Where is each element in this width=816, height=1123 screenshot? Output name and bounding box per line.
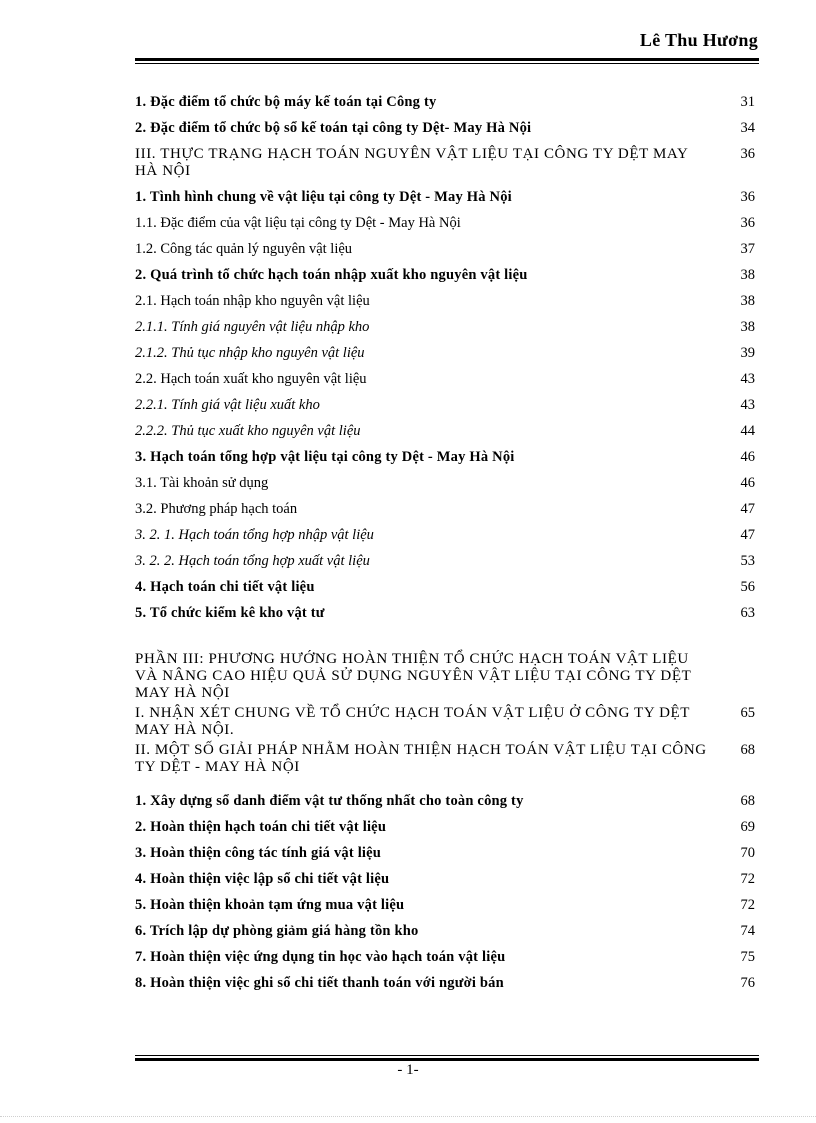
toc-entry-title: I. NHẬN XÉT CHUNG VỀ TỔ CHỨC HẠCH TOÁN VẬT LIỆU Ở CÔNG TY DỆT MAY HÀ NỘI. — [135, 705, 690, 738]
toc-entry-page: 47 — [740, 527, 755, 543]
toc-entry[interactable] — [135, 949, 755, 966]
toc-entry[interactable] — [135, 319, 755, 336]
toc-entry[interactable] — [135, 897, 755, 914]
toc-entry-page: 43 — [740, 371, 755, 387]
toc-entry-title: 2. Hoàn thiện hạch toán chi tiết vật liệu — [135, 819, 387, 835]
toc-entry-page: 36 — [740, 215, 755, 231]
toc-entry-page: 63 — [740, 605, 755, 621]
toc-entry-title: 1. Tình hình chung về vật liệu tại công ty Dệt - May Hà Nội — [135, 189, 512, 205]
toc-entry-page: 68 — [740, 742, 755, 758]
toc-entry-title: 5. Hoàn thiện khoản tạm ứng mua vật liệu — [135, 897, 405, 913]
toc-entry[interactable] — [135, 605, 755, 622]
toc-entry-title: 2.2.2. Thủ tục xuất kho nguyên vật liệu — [135, 423, 361, 439]
toc-entry-title: 7. Hoàn thiện việc ứng dụng tin học vào hạch toán vật liệu — [135, 949, 506, 965]
page-number: - 1- — [397, 1062, 419, 1078]
toc-entry[interactable] — [135, 705, 755, 739]
toc-entry-page: 69 — [740, 819, 755, 835]
toc-entry-page: 44 — [740, 423, 755, 439]
toc-entry-title: II. MỘT SỐ GIẢI PHÁP NHẰM HOÀN THIỆN HẠCH TOÁN VẬT LIỆU TẠI CÔNG TY DỆT - MAY HÀ NỘI — [135, 742, 707, 775]
toc-entry-title: 6. Trích lập dự phòng giảm giá hàng tồn kho — [135, 923, 419, 939]
toc-entry-title: 2.2.1. Tính giá vật liệu xuất kho — [135, 397, 320, 413]
toc-entry[interactable] — [135, 345, 755, 362]
toc-entry[interactable] — [135, 553, 755, 570]
toc-entry-title: 2.1. Hạch toán nhập kho nguyên vật liệu — [135, 293, 370, 309]
toc-entry-title: 1. Xây dựng sổ danh điểm vật tư thống nhất cho toàn công ty — [135, 793, 524, 809]
toc-entry-page: 70 — [740, 845, 755, 861]
toc-entry-title: 4. Hoàn thiện việc lập sổ chi tiết vật liệu — [135, 871, 390, 887]
toc-entry[interactable] — [135, 189, 755, 206]
toc-entry-title: 1.1. Đặc điểm của vật liệu tại công ty Dệt - May Hà Nội — [135, 215, 461, 231]
toc-entry[interactable] — [135, 215, 755, 232]
toc-entry[interactable] — [135, 793, 755, 810]
toc-entry-page: 36 — [740, 189, 755, 205]
footer-rule — [135, 1055, 759, 1061]
toc-entry-page: 34 — [740, 120, 755, 136]
toc-entry-page: 46 — [740, 449, 755, 465]
toc-entry-title: 4. Hạch toán chi tiết vật liệu — [135, 579, 315, 595]
toc-entry[interactable] — [135, 923, 755, 940]
toc-entry-title: 2.1.2. Thủ tục nhập kho nguyên vật liệu — [135, 345, 365, 361]
toc-entry-title: 2.1.1. Tính giá nguyên vật liệu nhập kho — [135, 319, 370, 335]
header-rule — [135, 58, 759, 64]
toc-entry[interactable] — [135, 651, 755, 702]
toc-entry-title: 2. Quá trình tổ chức hạch toán nhập xuất kho nguyên vật liệu — [135, 267, 528, 283]
toc-entry-title: 8. Hoàn thiện việc ghi sổ chi tiết thanh toán với người bán — [135, 975, 504, 991]
toc-entry[interactable] — [135, 397, 755, 414]
toc-entry[interactable] — [135, 293, 755, 310]
toc-entry[interactable] — [135, 819, 755, 836]
toc-entry-title: PHẦN III: PHƯƠNG HƯỚNG HOÀN THIỆN TỔ CHỨC HẠCH TOÁN VẬT LIỆU VÀ NÂNG CAO HIỆU QUẢ SỬ DỤNG NGUYÊN VẬT LIỆU TẠI CÔNG TY DỆT MAY HÀ NỘI — [135, 651, 692, 701]
toc-entry-page: 36 — [740, 146, 755, 162]
toc-entry-page: 38 — [740, 319, 755, 335]
toc-entry-title: 3.1. Tài khoản sử dụng — [135, 475, 269, 491]
toc-entry[interactable] — [135, 449, 755, 466]
toc-entry-page: 39 — [740, 345, 755, 361]
toc-entry[interactable] — [135, 371, 755, 388]
toc-entry-title: 2.2. Hạch toán xuất kho nguyên vật liệu — [135, 371, 367, 387]
toc-entry-page: 72 — [740, 871, 755, 887]
toc-entry-title: 2. Đặc điểm tổ chức bộ sổ kế toán tại công ty Dệt- May Hà Nội — [135, 120, 532, 136]
toc-entry[interactable] — [135, 423, 755, 440]
toc-entry[interactable] — [135, 845, 755, 862]
author-name: Lê Thu Hương — [639, 30, 758, 50]
toc-entry-page: 53 — [740, 553, 755, 569]
toc-entry[interactable] — [135, 475, 755, 492]
toc-entry-page: 68 — [740, 793, 755, 809]
toc-entry[interactable] — [135, 871, 755, 888]
toc-entry-page: 76 — [740, 975, 755, 991]
toc-entry[interactable] — [135, 579, 755, 596]
toc-entry-title: III. THỰC TRẠNG HẠCH TOÁN NGUYÊN VẬT LIỆU TẠI CÔNG TY DỆT MAY HÀ NỘI — [135, 146, 688, 179]
toc-entry-page: 56 — [740, 579, 755, 595]
toc-entry-page: 31 — [740, 94, 755, 110]
toc-entry-title: 3. Hạch toán tổng hợp vật liệu tại công ty Dệt - May Hà Nội — [135, 449, 515, 465]
toc-entry[interactable] — [135, 241, 755, 258]
toc-entry-title: 1.2. Công tác quản lý nguyên vật liệu — [135, 241, 353, 257]
toc-entry-title: 3. 2. 2. Hạch toán tổng hợp xuất vật liệu — [135, 553, 370, 569]
toc-entry[interactable] — [135, 120, 755, 137]
toc-entry-page: 38 — [740, 293, 755, 309]
toc-entry-page: 47 — [740, 501, 755, 517]
toc-entry[interactable] — [135, 267, 755, 284]
toc-entry-page: 38 — [740, 267, 755, 283]
toc-entry-title: 3. 2. 1. Hạch toán tổng hợp nhập vật liệu — [135, 527, 374, 543]
toc-entry[interactable] — [135, 527, 755, 544]
toc-entry-title: 3. Hoàn thiện công tác tính giá vật liệu — [135, 845, 382, 861]
toc-entry-title: 3.2. Phương pháp hạch toán — [135, 501, 298, 517]
toc-entry[interactable] — [135, 501, 755, 518]
table-of-contents — [135, 94, 755, 992]
toc-entry-title: 5. Tổ chức kiểm kê kho vật tư — [135, 605, 325, 621]
toc-entry[interactable] — [135, 146, 755, 180]
toc-entry[interactable] — [135, 742, 755, 776]
toc-entry[interactable] — [135, 975, 755, 992]
toc-entry-page: 65 — [740, 705, 755, 721]
toc-entry-page: 37 — [740, 241, 755, 257]
toc-entry-page: 74 — [740, 923, 755, 939]
page-bottom-divider — [0, 1116, 816, 1117]
toc-entry[interactable] — [135, 94, 755, 111]
toc-entry-page: 46 — [740, 475, 755, 491]
toc-entry-title: 1. Đặc điểm tổ chức bộ máy kế toán tại Công ty — [135, 94, 437, 110]
toc-entry-page: 75 — [740, 949, 755, 965]
toc-entry-page: 43 — [740, 397, 755, 413]
toc-entry-page: 72 — [740, 897, 755, 913]
